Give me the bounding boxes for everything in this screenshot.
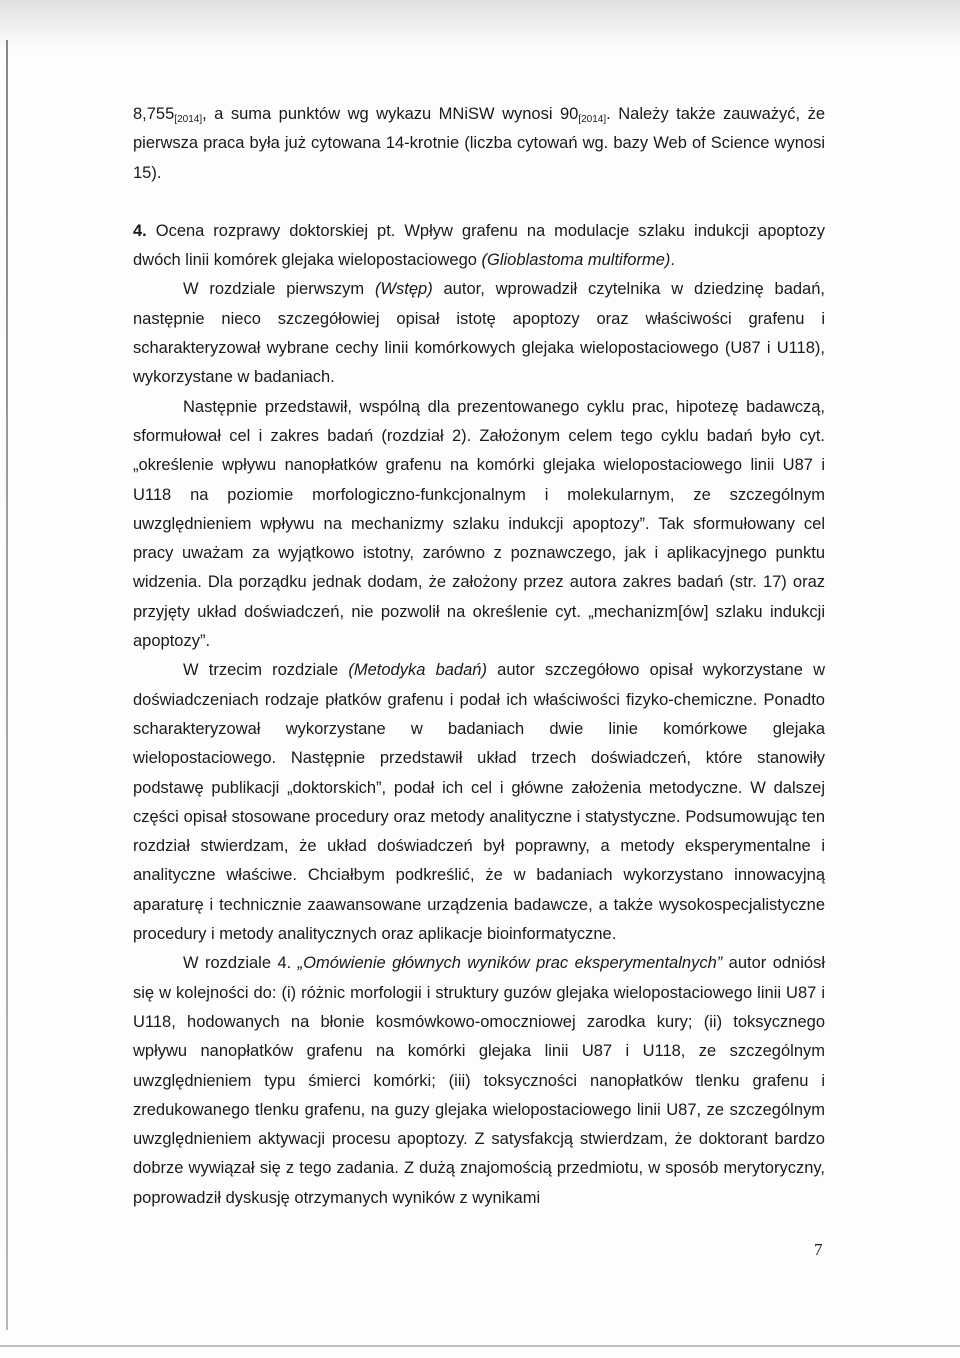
section-title-end: . xyxy=(670,251,675,270)
scan-shadow-top xyxy=(0,0,960,50)
intro-subscript-1: [2014] xyxy=(174,114,203,125)
scan-edge-line xyxy=(6,40,8,1330)
intro-middle: , a suma punktów wg wykazu MNiSW wynosi 90 xyxy=(202,105,579,123)
intro-subscript-2: [2014] xyxy=(578,114,607,125)
paragraph-chapter-4 xyxy=(133,949,825,1213)
p3-rest: autor szczegółowo opisał wykorzystane w doświadczeniach rodzaje płatków grafenu i podał ich właściwości fizyko-chemiczne. Ponadto scharakteryzował wykorzystane w badaniach dwie linie komórkowe glejaka wielopostaciowego. Następnie przedstawił układ trzech doświadczeń, które stanowiły podstawę publikacji „doktorskich”, podał ich cel i główne założenia metodyczne. W dalszej części opisał stosowane procedury oraz metody analityczne i statystyczne. Podsumowując ten rozdział stwierdzam, że układ doświadczeń był poprawny, a metody eksperymentalne i analityczne właściwe. Chciałbym podkreślić, że w badaniach wykorzystano innowacyjną aparaturę i technicznie zaawansowane urządzenia badawcze, a także wysokospecjalistyczne procedury i metody analitycznych oraz aplikacje bioinformatyczne. xyxy=(133,661,825,944)
paragraph-chapter-3 xyxy=(133,656,825,949)
section-heading xyxy=(133,217,825,276)
section-title: Ocena rozprawy doktorskiej pt. Wpływ grafenu na modulacje szlaku indukcji apoptozy dwóch linii komórek glejaka wielopostaciowego xyxy=(133,221,825,270)
intro-rest: . Należy także zauważyć, że pierwsza praca była już cytowana 14-krotnie (liczba cytowań wg. bazy Web of Science wynosi 15). xyxy=(133,105,825,182)
p1-italic: (Wstęp) xyxy=(374,280,433,299)
section-number: 4. xyxy=(133,221,147,240)
p4-rest: autor odniósł się w kolejności do: (i) różnic morfologii i struktury guzów glejaka wielopostaciowego linii U87 i U118, hodowanych na błonie kosmówkowo-omoczniowej zarodka kury; (ii) toksycznego wpływu nanopłatków grafenu na komórki glejaka linii U87 i U118, ze szczególnym uwzględnieniem typu śmierci komórki; (iii) toksyczności nanopłatków tlenku grafenu i zredukowanego tlenku grafenu, na guzy glejaka wielopostaciowego linii U87, ze szczególnym uwzględnieniem aktywacji procesu apoptozy. Z satysfakcją stwierdzam, że doktorant bardzo dobrze wywiązał się z tego zadania. Z dużą znajomością przedmiotu, w sposób merytoryczny, poprowadził dyskusję otrzymanych wyników z wynikami xyxy=(133,954,825,1207)
scan-edge-bottom xyxy=(0,1345,960,1347)
document-body xyxy=(133,100,825,1213)
page-number: 7 xyxy=(814,1240,823,1259)
p3-italic: (Metodyka badań) xyxy=(348,661,487,680)
p3-start: W trzecim rozdziale xyxy=(183,661,349,680)
paragraph-chapter-1 xyxy=(133,275,825,392)
p1-rest: autor, wprowadził czytelnika w dziedzinę badań, następnie nieco szczegółowiej opisał istotę apoptozy oraz właściwości grafenu i scharakteryzował wybrane cechy linii komórkowych glejaka wielopostaciowego (U87 i U118), wykorzystane w badaniach. xyxy=(133,280,825,387)
p4-start: W rozdziale 4. xyxy=(183,954,298,973)
p1-start: W rozdziale pierwszym xyxy=(183,280,375,299)
section-title-italic: (Glioblastoma multiforme) xyxy=(481,251,671,270)
intro-value: 8,755 xyxy=(133,105,175,123)
paragraph-chapter-2: Następnie przedstawił, wspólną dla prezentowanego cyklu prac, hipotezę badawczą, sformułował cel i zakres badań (rozdział 2). Założonym celem tego cyklu badań było cyt. „określenie wpływu nanopłatków grafenu na komórki glejaka wielopostaciowego linii U87 i U118 na poziomie morfologiczno-funkcjonalnym i molekularnym, ze szczególnym uwzględnieniem wpływu na mechanizmy szlaku indukcji apoptozy”. Tak sformułowany cel pracy uważam za wyjątkowo istotny, zarówno z poznawczego, jak i aplikacyjnego punktu widzenia. Dla porządku jednak dodam, że założony przez autora zakres badań (str. 17) oraz przyjęty układ doświadczeń, nie pozwolił na określenie cyt. „mechanizm[ów] szlaku indukcji apoptozy”. xyxy=(133,397,825,651)
intro-paragraph xyxy=(133,100,825,188)
p4-italic: „Omówienie głównych wyników prac eksperymentalnych” xyxy=(297,954,723,973)
